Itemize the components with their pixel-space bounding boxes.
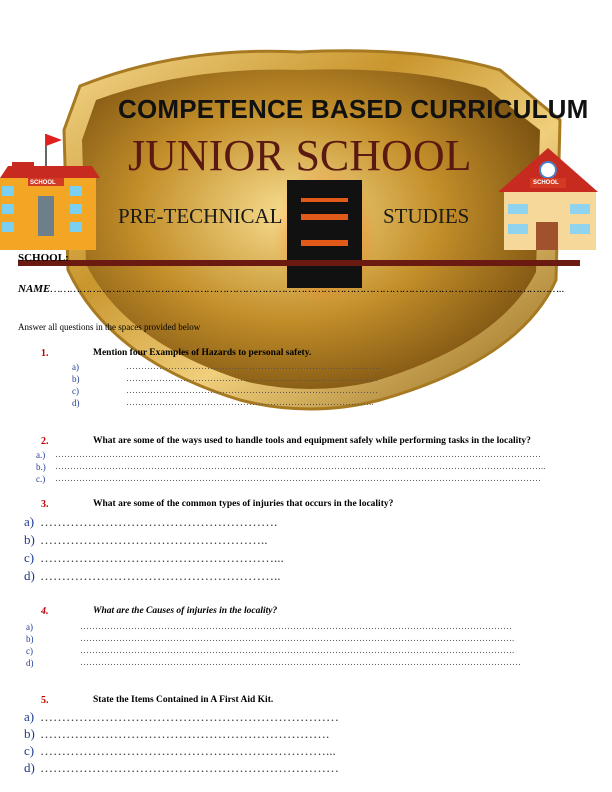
q5-answer-line-b[interactable]: ………………………………………………………….: [40, 726, 330, 741]
q4-answer-line-c[interactable]: ……………………………………………………………………………………………………………………………….: [80, 645, 515, 655]
name-field-label: NAME: [18, 283, 51, 295]
q2-option-a: a.): [36, 450, 46, 460]
q1-answer-line-d[interactable]: ………………………………………………………………………..: [126, 397, 374, 407]
q5-option-c: c): [24, 743, 35, 758]
q2-answer-line-a[interactable]: ………………………………………………………………………………………………………………………………………………: [55, 449, 541, 459]
question-5-text: State the Items Contained in A First Aid Kit.: [93, 695, 274, 705]
q1-answer-line-a[interactable]: ………………………………………………………………………….: [126, 361, 381, 371]
q3-answer-line-d[interactable]: ………………………………………………..: [40, 568, 281, 583]
question-4-text: What are the Causes of injuries in the locality?: [93, 606, 278, 616]
question-3-number: 3.: [41, 499, 49, 510]
q5-answer-line-c[interactable]: …………………………………………………………...: [40, 743, 336, 758]
question-1-number: 1.: [41, 348, 49, 359]
question-2-number: 2.: [41, 436, 49, 447]
grade-number-graphic: [287, 180, 362, 288]
question-1-text: Mention four Examples of Hazards to personal safety.: [93, 348, 312, 358]
subject-name-left: PRE-TECHNICAL: [118, 204, 283, 228]
q3-answer-line-a[interactable]: ……………………………………………….: [40, 514, 278, 529]
q5-answer-line-a[interactable]: ……………………………………………………………: [40, 709, 339, 724]
school-level-title: JUNIOR SCHOOL: [128, 131, 472, 180]
q1-option-c: c): [72, 386, 79, 396]
q5-option-a: a): [24, 709, 35, 724]
q4-option-a: a): [26, 622, 33, 632]
q2-answer-line-b[interactable]: ………………………………………………………………………………………………………………………………………………..: [55, 461, 546, 471]
question-4-number: 4.: [41, 606, 49, 617]
q4-option-d: d): [26, 658, 34, 668]
q3-option-d: d): [24, 568, 35, 583]
q5-option-b: b): [24, 726, 35, 741]
school-field-label: SCHOOL:: [18, 252, 69, 264]
q2-option-b: b.): [36, 462, 46, 472]
subject-name-right: STUDIES: [383, 204, 470, 228]
question-5-number: 5.: [41, 695, 49, 706]
q3-option-a: a): [24, 514, 35, 529]
q1-option-b: b): [72, 374, 80, 384]
q5-answer-line-d[interactable]: ……………………………………………………………: [40, 760, 339, 775]
q4-option-b: b): [26, 634, 34, 644]
q3-option-b: b): [24, 532, 35, 547]
q2-answer-line-c[interactable]: ………………………………………………………………………………………………………………………………………………: [55, 473, 541, 483]
q3-answer-line-b[interactable]: ……………………………………………..: [40, 532, 268, 547]
q1-option-d: d): [72, 398, 80, 408]
school-sign-label-right: SCHOOL: [533, 180, 559, 186]
q1-option-a: a): [72, 362, 79, 372]
q4-answer-line-a[interactable]: ………………………………………………………………………………………………………………………………: [80, 621, 512, 631]
school-sign-label: SCHOOL: [30, 180, 56, 186]
q1-answer-line-b[interactable]: …………………………………………………………………………: [126, 373, 378, 383]
q4-option-c: c): [26, 646, 33, 656]
q3-option-c: c): [24, 550, 35, 565]
q1-answer-line-c[interactable]: …………………………………………………………………………: [126, 385, 378, 395]
instruction-text: Answer all questions in the spaces provided below: [18, 322, 201, 332]
curriculum-title: COMPETENCE BASED CURRICULUM: [118, 94, 589, 124]
q4-answer-line-d[interactable]: …………………………………………………………………………………………………………………………………: [80, 657, 521, 667]
header-rule: [18, 260, 580, 266]
q3-answer-line-c[interactable]: ………………………………………………...: [40, 550, 284, 565]
q2-option-c: c.): [36, 474, 46, 484]
name-field[interactable]: [18, 283, 565, 295]
q4-answer-line-b[interactable]: ……………………………………………………………………………………………………………………………….: [80, 633, 515, 643]
question-3-text: What are some of the common types of injuries that occurs in the locality?: [93, 499, 394, 509]
question-2-text: What are some of the ways used to handle tools and equipment safely while performing tasks in the locality?: [93, 436, 531, 446]
name-field-line: …………………………………………………………………………………………………………………………………………..: [50, 283, 565, 295]
q5-option-d: d): [24, 760, 35, 775]
